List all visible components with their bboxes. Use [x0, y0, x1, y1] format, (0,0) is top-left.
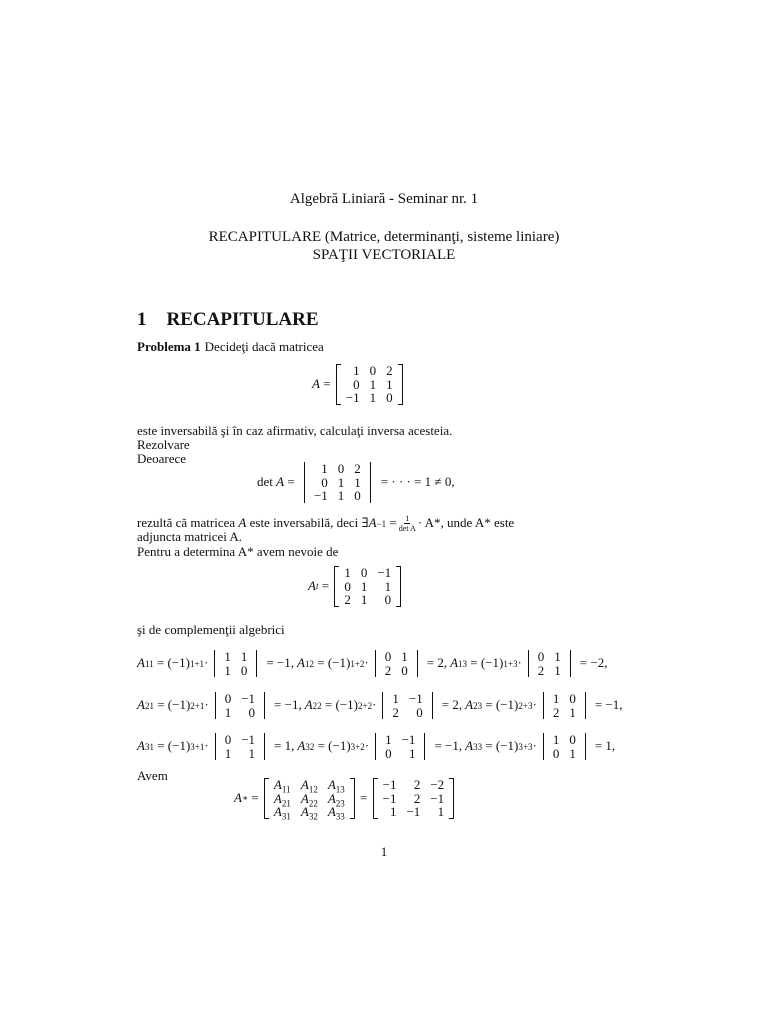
matrix-cell: 0 [369, 363, 377, 378]
cofactor-result: = −2, [579, 655, 608, 671]
matrix-a-symbol: A [312, 375, 320, 391]
matrix-cell: 2 [384, 662, 392, 678]
minor-determinant [539, 733, 590, 760]
matrix-cell: 0 [354, 488, 361, 503]
cofactor-result: = −1, [266, 655, 295, 671]
document-subtitle-2: SPAŢII VECTORIALE [312, 247, 456, 263]
matrix-cell: 0 [401, 662, 408, 678]
matrix-cell: 1 [369, 376, 377, 392]
matrix-cell: 1 [360, 578, 368, 594]
equation-det-a [257, 462, 455, 503]
minor-determinant [371, 733, 429, 760]
pentru-text: Pentru a determina A* avem nevoie de [137, 544, 339, 559]
matrix-cell: 1 [408, 745, 416, 761]
minor-determinant [211, 692, 269, 719]
matrix-a [336, 364, 403, 405]
matrix-adjugate-values [373, 778, 455, 819]
det-result: = · · · = 1 ≠ 0, [380, 473, 455, 489]
matrix-cell: 0 [360, 565, 368, 580]
minor-determinant [378, 692, 436, 719]
deoarece-label: Deoarece [137, 451, 187, 466]
matrix-cell: 0 [248, 704, 256, 720]
matrix-cell: 0 [416, 704, 423, 720]
cofactor-row-3 [137, 733, 618, 760]
matrix-cell: 0 [384, 649, 392, 664]
matrix-cell: 1 [337, 474, 345, 490]
det-symbol: det A = [257, 473, 298, 489]
matrix-cell: $A_{32}$ [300, 804, 318, 822]
cofactor-result: = 2, [441, 697, 463, 713]
matrix-cell: −1 [408, 691, 423, 706]
conclusion-text-c: · A*, unde A* este [417, 515, 515, 531]
matrix-cell: 1 [240, 649, 248, 664]
matrix-cell: −1 [377, 565, 392, 580]
cofactor-a21: A 21 = (−1) 2+1 · 0 −1 1 0 = −1, [137, 691, 302, 720]
matrix-cell: −1 [313, 488, 328, 503]
matrix-cell: −1 [345, 390, 360, 405]
problem-statement [137, 339, 324, 356]
matrix-cell: 1 [389, 804, 397, 819]
matrix-cell: 0 [569, 691, 576, 706]
matrix-cell: 1 [437, 804, 445, 819]
matrix-cell: −1 [406, 804, 421, 819]
matrix-cell: −1 [401, 732, 416, 747]
conclusion-text-b: este inversabilă, deci ∃ [249, 515, 369, 531]
matrix-cell: 0 [240, 662, 248, 678]
matrix-cell: 2 [413, 790, 421, 806]
matrix-cell: $A_{21}$ [273, 790, 291, 809]
matrix-cell: 0 [386, 390, 393, 405]
matrix-cell: 1 [385, 732, 392, 747]
matrix-cell: 1 [554, 649, 561, 664]
minor-determinant [211, 733, 269, 760]
matrix-cell: 0 [353, 376, 360, 392]
matrix-cell: 1 [401, 649, 408, 664]
matrix-cell: 0 [337, 461, 345, 476]
matrix-cell: $A_{12}$ [300, 777, 318, 795]
matrix-cell: 1 [569, 704, 576, 720]
matrix-cell: $A_{23}$ [327, 790, 345, 809]
matrix-cell: 0 [537, 649, 545, 664]
complement-text: şi de complemenţii algebrici [137, 622, 285, 637]
matrix-cell: 1 [386, 376, 393, 392]
matrix-cell: 1 [224, 662, 231, 678]
section-heading [137, 308, 319, 333]
matrix-cell: $A_{31}$ [273, 804, 291, 822]
section-number: 1 [137, 309, 147, 330]
cofactor-a32: A 32 = (−1) 3+2 · 1 −1 0 1 = −1, [297, 732, 463, 761]
matrix-cell: 1 [552, 691, 560, 706]
matrix-cell: −2 [430, 777, 445, 792]
page-number: 1 [380, 844, 388, 859]
matrix-cell: 1 [384, 578, 392, 594]
matrix-cell: −1 [382, 790, 397, 806]
matrix-cell: 1 [321, 461, 328, 476]
matrix-cell: 2 [354, 461, 361, 476]
minor-determinant [524, 650, 575, 677]
fraction-denominator: det A [398, 524, 416, 533]
matrix-cell: 0 [344, 578, 351, 594]
inverse-question: este inversabilă şi în caz afirmativ, calculaţi inversa acesteia. [137, 423, 453, 438]
matrix-cell: 2 [344, 592, 351, 607]
matrix-cell: $A_{33}$ [327, 804, 345, 822]
matrix-cell: 0 [224, 732, 232, 747]
cofactor-a31: A 31 = (−1) 3+1 · 0 −1 1 1 = 1, [137, 732, 295, 761]
matrix-a-transpose [334, 566, 401, 607]
matrix-cell: 0 [384, 592, 392, 607]
cofactor-result: = 2, [426, 655, 448, 671]
conclusion-text-a: rezultă că matricea [137, 515, 236, 531]
section-title: RECAPITULARE [166, 309, 319, 330]
matrix-cell: 1 [224, 745, 232, 761]
matrix-cell: 1 [369, 390, 377, 405]
problem-label: Problema 1 [137, 339, 201, 354]
matrix-cell: 1 [353, 363, 360, 378]
cofactor-a13: A 13 = (−1) 1+3 · 0 1 2 1 = −2, [450, 649, 608, 678]
matrix-cell: $A_{11}$ [273, 777, 291, 795]
cofactor-a22: A 22 = (−1) 2+2 · 1 −1 2 0 = 2, [304, 691, 463, 720]
fraction-numerator: 1 [405, 514, 410, 523]
rezolvare-label: Rezolvare [137, 437, 190, 452]
avem-label: Avem [137, 768, 168, 783]
matrix-cell: −1 [241, 691, 256, 706]
problem-text: Decideţi dacă matricea [204, 339, 324, 354]
matrix-cell: 0 [385, 745, 392, 761]
matrix-cell: −1 [241, 732, 256, 747]
conclusion-line: rezultă că matricea A este inversabilă, deci ∃ A −1 = $\frac{1}{\text{det A}}$ · A*, unde A* este [137, 514, 515, 533]
cofactor-result: = −1, [594, 697, 623, 713]
matrix-cell: 1 [569, 745, 576, 761]
matrix-cell: 1 [224, 704, 232, 720]
cofactor-a33: A 33 = (−1) 3+3 · 1 0 0 1 = 1, [465, 732, 616, 761]
matrix-cell: 0 [552, 745, 560, 761]
cofactor-row-2 [137, 692, 625, 719]
matrix-cell: 1 [344, 565, 351, 580]
equation-adjugate: A ∗ = $A_{11}$ $A_{12}$ $A_{13}$ $A_{21}$ $A_{22}$ $A_{23}$ $A_{31}$ $A_{32}$ $A_{33}$ = −1 2 −2 −1 2 −1 1 −1 1 [234, 778, 456, 819]
matrix-adjugate-symbolic [264, 777, 355, 822]
matrix-cell: 0 [224, 691, 232, 706]
minor-determinant [371, 650, 422, 677]
matrix-cell: $A_{13}$ [327, 777, 345, 795]
matrix-cell: 1 [354, 474, 361, 490]
matrix-cell: 1 [552, 732, 560, 747]
document-title: Algebră Liniară - Seminar nr. 1 [289, 191, 479, 207]
matrix-cell: 0 [321, 474, 328, 490]
cofactor-result: = 1, [274, 738, 295, 754]
cofactor-a23: A 23 = (−1) 2+3 · 1 0 2 1 = −1, [465, 691, 623, 720]
matrix-cell: 2 [386, 363, 393, 378]
cofactor-a11: A 11 = (−1) 1+1 · 1 1 1 0 = −1, [137, 649, 295, 678]
matrix-cell: 2 [552, 704, 560, 720]
det-a-matrix [300, 462, 375, 503]
matrix-cell: −1 [430, 790, 445, 806]
matrix-cell: 1 [224, 649, 231, 664]
document-subtitle-1: RECAPITULARE (Matrice, determinanţi, sisteme liniare) [208, 229, 560, 245]
matrix-cell: 2 [392, 704, 399, 720]
matrix-cell: 1 [360, 592, 368, 607]
cofactor-a12: A 12 = (−1) 1+2 · 0 1 2 0 = 2, [297, 649, 448, 678]
cofactor-result: = 1, [594, 738, 616, 754]
matrix-cell: −1 [382, 777, 397, 792]
adjuncta-text: adjuncta matricei A. [137, 529, 243, 544]
cofactor-result: = −1, [274, 697, 302, 713]
minor-determinant [539, 692, 590, 719]
matrix-cell: 1 [392, 691, 399, 706]
cofactor-result: = −1, [434, 738, 463, 754]
cofactor-row-1 [137, 650, 610, 677]
matrix-cell: 1 [248, 745, 256, 761]
matrix-cell: $A_{22}$ [300, 790, 318, 809]
matrix-cell: 2 [413, 777, 421, 792]
matrix-cell: 2 [537, 662, 545, 678]
matrix-cell: 1 [554, 662, 561, 678]
minor-determinant [210, 650, 261, 677]
equation-matrix-at: A t = 1 0 −1 0 1 1 2 1 0 [308, 566, 403, 607]
matrix-cell: 0 [569, 732, 576, 747]
inverse-fraction [399, 514, 416, 533]
equation-matrix-a: A = 1 0 2 0 1 1 −1 1 0 [312, 364, 405, 405]
matrix-cell: 1 [337, 488, 345, 503]
